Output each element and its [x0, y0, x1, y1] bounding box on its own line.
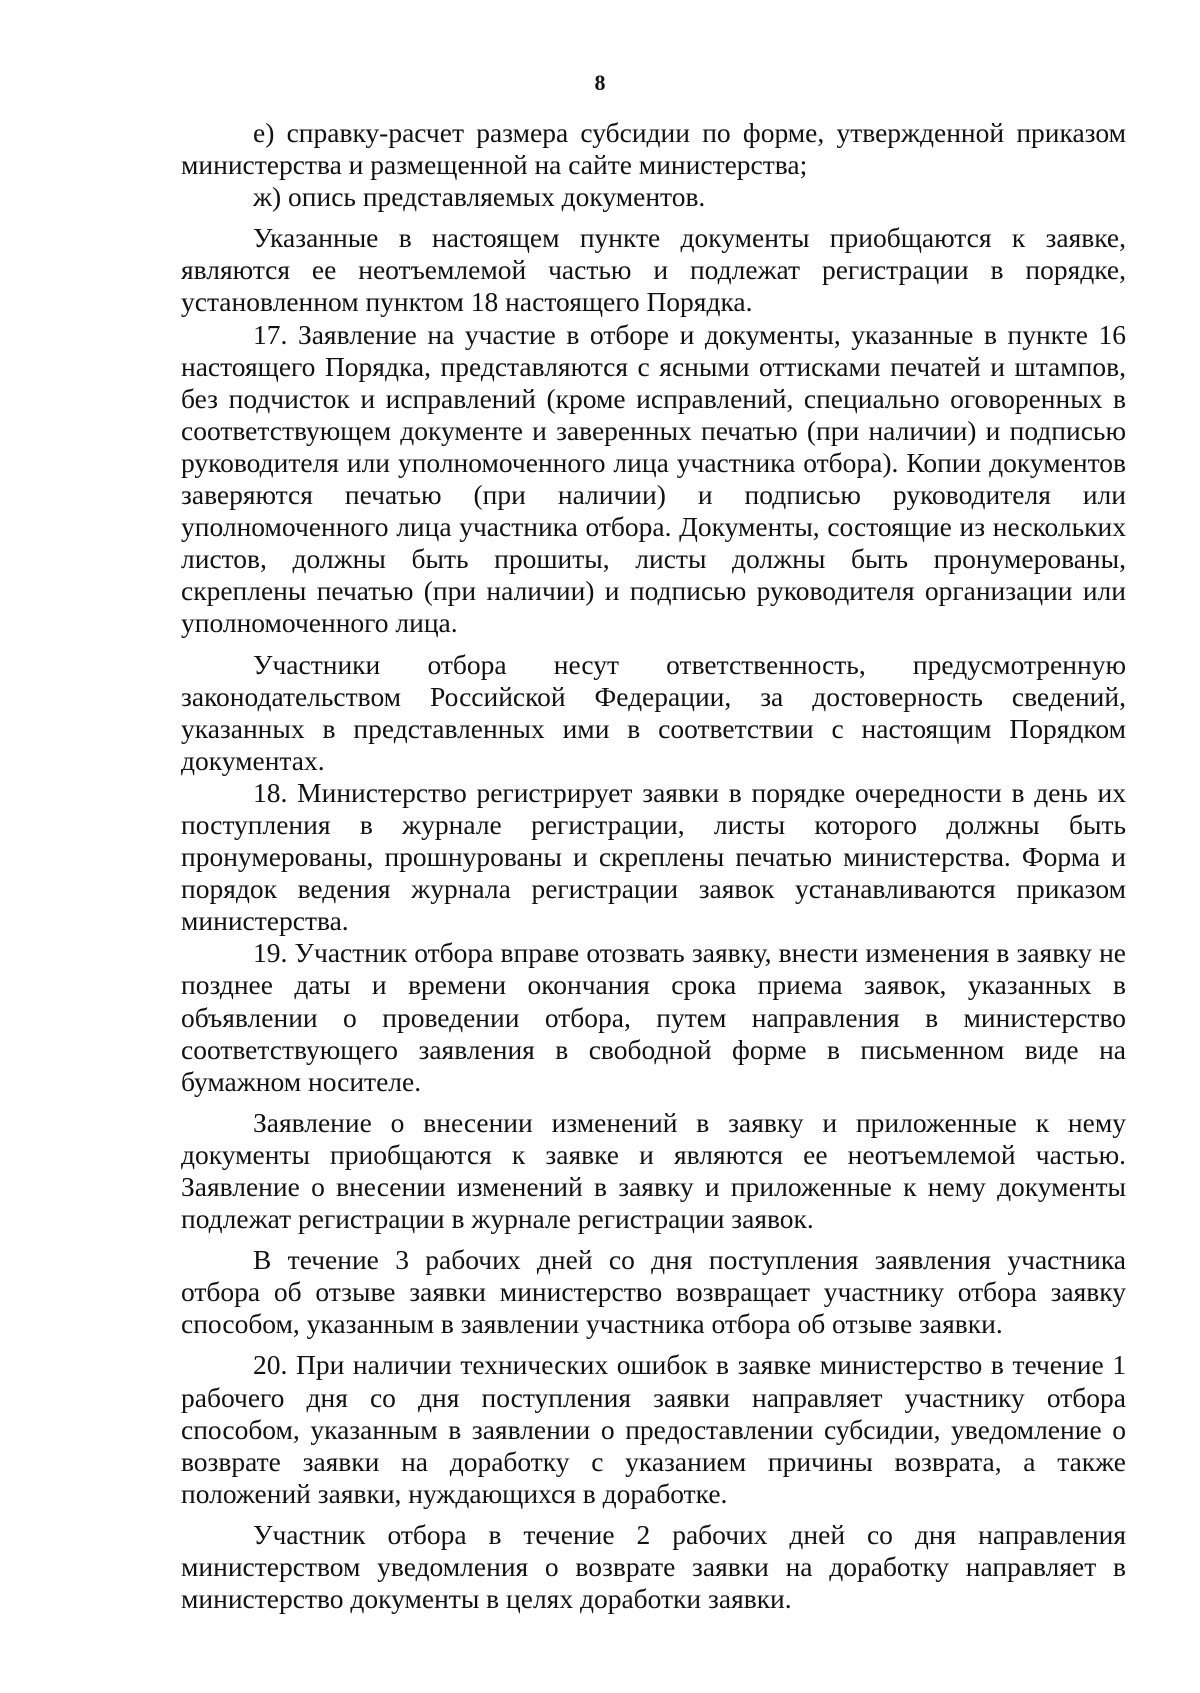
paragraph-clause-17: 17. Заявление на участие в отборе и документы, указанные в пункте 16 настоящего Порядка, представляются с ясными оттисками печатей и штампов, без подчисток и исправлений (кроме исправлений, специально оговоренных в соответствующем документе и заверенных печатью (при наличии) и подписью руководителя или уполномоченного лица участника отбора). Копии документов заверяются печатью (при наличии) и подписью руководителя или уполномоченного лица участника отбора. Документы, состоящие из нескольких листов, должны быть прошиты, листы должны быть пронумерованы, скреплены печатью (при наличии) и подписью руководителя организации или уполномоченного лица. — [181, 318, 1126, 639]
paragraph-revision-deadline: Участник отбора в течение 2 рабочих дней со дня направления министерством уведомления о возврате заявки на доработку направляет в министерство документы в целях доработки заявки. — [181, 1518, 1126, 1615]
paragraph-participants-responsibility: Участники отбора несут ответственность, предусмотренную законодательством Российской Федерации, за достоверность сведений, указанных в представленных ими в соответствии с настоящим Порядком документах. — [181, 648, 1126, 776]
paragraph-clause-19: 19. Участник отбора вправе отозвать заявку, внести изменения в заявку не позднее даты и времени окончания срока приема заявок, указанных в объявлении о проведении отбора, путем направления в министерство соответствующего заявления в свободной форме в письменном виде на бумажном носителе. — [181, 937, 1126, 1097]
document-body — [181, 117, 1126, 1615]
paragraph-withdrawal-return: В течение 3 рабочих дней со дня поступления заявления участника отбора об отзыве заявки министерство возвращает участнику отбора заявку способом, указанным в заявлении участника отбора об отзыве заявки. — [181, 1244, 1126, 1340]
page-number: 8 — [594, 70, 606, 95]
paragraph-clause-18: 18. Министерство регистрирует заявки в порядке очередности в день их поступления в журнале регистрации, листы которого должны быть пронумерованы, прошнурованы и скреплены печатью министерства. Форма и порядок ведения журнала регистрации заявок устанавливаются приказом министерства. — [181, 776, 1126, 937]
paragraph-documents-attached: Указанные в настоящем пункте документы приобщаются к заявке, являются ее неотъемлемой частью и подлежат регистрации в порядке, установленном пунктом 18 настоящего Порядка. — [181, 222, 1126, 318]
paragraph-item-zh: ж) опись представляемых документов. — [253, 181, 706, 213]
paragraph-item-e: е) справку-расчет размера субсидии по форме, утвержденной приказом министерства и размещенной на сайте министерства; — [181, 117, 1126, 181]
paragraph-clause-20: 20. При наличии технических ошибок в заявке министерство в течение 1 рабочего дня со дня поступления заявки направляет участнику отбора способом, указанным в заявлении о предоставлении субсидии, уведомление о возврате заявки на доработку с указанием причины возврата, а также положений заявки, нуждающихся в доработке. — [181, 1349, 1126, 1509]
paragraph-changes-application: Заявление о внесении изменений в заявку и приложенные к нему документы приобщаются к заявке и являются ее неотъемлемой частью. Заявление о внесении изменений в заявку и приложенные к нему документы подлежат регистрации в журнале регистрации заявок. — [181, 1106, 1126, 1235]
